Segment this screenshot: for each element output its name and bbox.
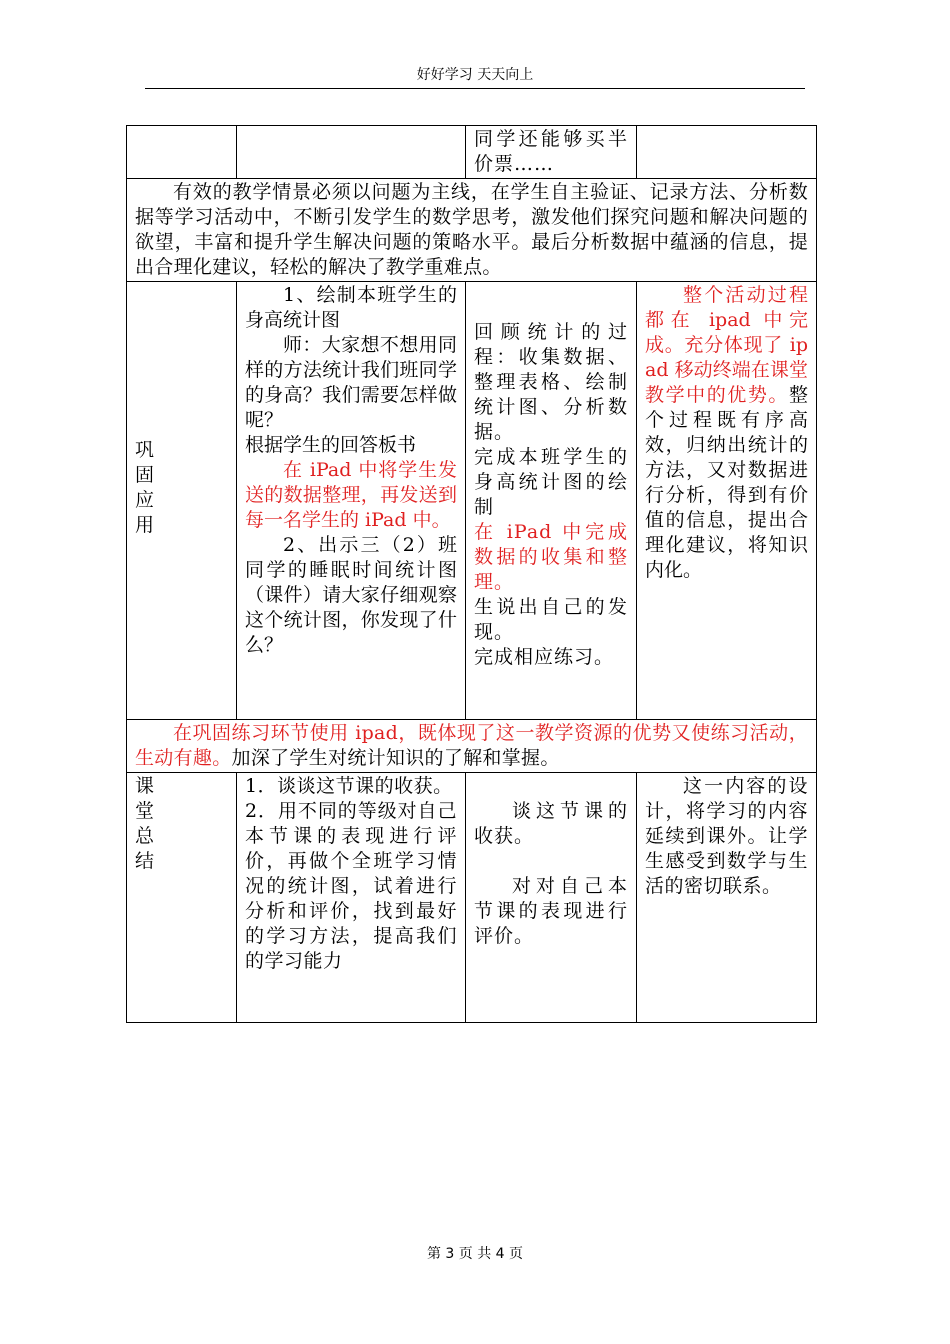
cell-consolidate-intent (637, 282, 817, 720)
cell-consolidate-label (127, 282, 237, 720)
cell-ticket-text (466, 126, 637, 179)
summary-student-1: 谈这节课的收获。 (474, 800, 628, 847)
table-row-summary (127, 773, 817, 1023)
page-header: 好好学习 天天向上 (145, 62, 805, 89)
summary-teacher-1: 1．谈谈这节课的收获。 (245, 775, 453, 797)
comment-1-text: 有效的教学情景必须以问题为主线，在学生自主验证、记录方法、分析数据等学习活动中，不断引发学生的数学思考，激发他们探究问题和解决问题的欲望，丰富和提升学生解决问题的策略水平。最后分析数据中蕴涵的信息，提出合理化建议，轻松的解决了教学重难点。 (135, 181, 808, 278)
summary-student-2: 对对自己本节课的表现进行评价。 (474, 875, 628, 947)
cell-comment-2 (127, 720, 817, 773)
cell-empty-4 (637, 126, 817, 179)
teacher-board-note: 根据学生的回答板书 (245, 434, 417, 456)
teacher-step-1: 1、绘制本班学生的身高统计图 (245, 284, 457, 331)
table-row-comment-2 (127, 720, 817, 773)
page-footer: 第 3 页 共 4 页 (426, 1246, 524, 1262)
cell-comment-1 (127, 179, 817, 282)
cell-summary-label (127, 773, 237, 1023)
cell-empty-1 (127, 126, 237, 179)
table-row-consolidate (127, 282, 817, 720)
teacher-question: 师：大家想不想用同样的方法统计我们班同学的身高？我们需要怎样做呢？ (245, 334, 457, 431)
table-row-comment-1 (127, 179, 817, 282)
summary-teacher-2: 2．用不同的等级对自己本节课的表现进行评价，再做个全班学习情况的统计图，试着进行分析和评价，找到最好的学习方法，提高我们的学习能力 (245, 800, 457, 972)
student-draw: 完成本班学生的身高统计图的绘制 (474, 446, 628, 518)
consolidate-label: 巩固应用 (135, 439, 155, 536)
student-review: 回顾统计的过程：收集数据、整理表格、绘制统计图、分析数据。 (474, 321, 628, 443)
student-practice: 完成相应练习。 (474, 646, 615, 668)
cell-summary-intent (637, 773, 817, 1023)
cell-summary-student (466, 773, 637, 1023)
intent-normal: 整个过程既有序高效，归纳出统计的方法，又对数据进行分析，得到有价值的信息，提出合理化建议，将知识内化。 (645, 384, 808, 581)
student-discover: 生说出自己的发现。 (474, 596, 628, 643)
comment-2-normal: 加深了学生对统计知识的了解和掌握。 (231, 747, 560, 769)
ticket-text: 同学还能够买半价票…… (474, 128, 628, 175)
teacher-ipad-note: 在 iPad 中将学生发送的数据整理，再发送到每一名学生的 iPad 中。 (245, 459, 457, 531)
cell-empty-2 (237, 126, 466, 179)
cell-consolidate-teacher (237, 282, 466, 720)
intent-ipad-red: 整个活动过程都在 ipad 中完成。充分体现了 ipad 移动终端在课堂教学中的优势。 (645, 284, 808, 406)
summary-label: 课堂总结 (135, 775, 155, 872)
student-ipad-note: 在 iPad 中完成数据的收集和整理。 (474, 521, 628, 593)
teacher-step-2: 2、出示三（2）班同学的睡眠时间统计图（课件）请大家仔细观察这个统计图，你发现了什么？ (245, 534, 457, 656)
table-row-ticket (127, 126, 817, 179)
lesson-plan-table (126, 125, 817, 1023)
cell-summary-teacher (237, 773, 466, 1023)
summary-intent: 这一内容的设计，将学习的内容延续到课外。让学生感受到数学与生活的密切联系。 (645, 775, 808, 897)
cell-consolidate-student (466, 282, 637, 720)
comment-2-red: 在巩固练习环节使用 ipad，既体现了这一教学资源的优势又使练习活动，生动有趣。 (135, 722, 808, 769)
